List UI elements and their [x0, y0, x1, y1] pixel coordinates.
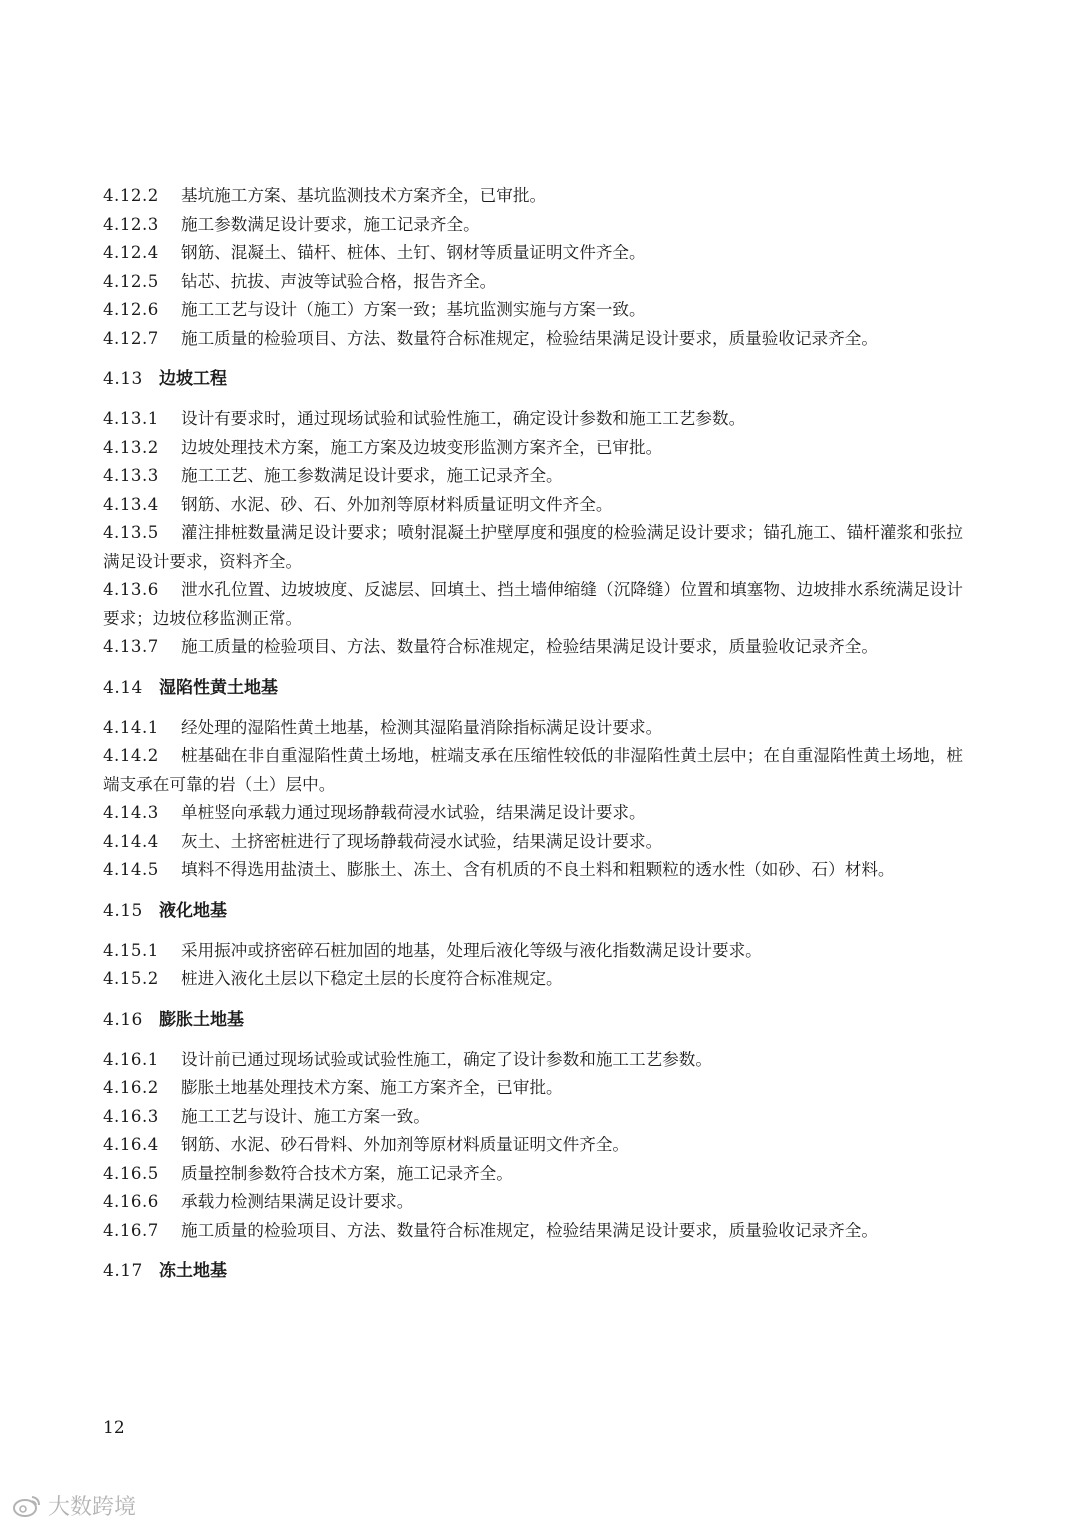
- clause-text: 灌注排桩数量满足设计要求；喷射混凝土护壁厚度和强度的检验满足设计要求；锚孔施工、锚杆灌浆和张拉满足设计要求，资料齐全。: [103, 523, 963, 571]
- clause-number: 4.13.7: [103, 637, 159, 656]
- clause-number: 4.16.3: [103, 1106, 159, 1126]
- section-number: 4.15: [103, 900, 143, 921]
- clause-text: 施工质量的检验项目、方法、数量符合标准规定，检验结果满足设计要求，质量验收记录齐全。: [181, 328, 878, 348]
- clause-text: 施工质量的检验项目、方法、数量符合标准规定，检验结果满足设计要求，质量验收记录齐全。: [181, 1220, 878, 1240]
- clause-number: 4.14.4: [103, 831, 159, 851]
- clause-item: [103, 434, 963, 463]
- clause-item: [103, 268, 963, 297]
- section-title: 边坡工程: [159, 369, 227, 389]
- clause-item: [103, 799, 963, 828]
- clause-text: 钻芯、抗拔、声波等试验合格，报告齐全。: [181, 271, 497, 291]
- clause-item: [103, 462, 963, 491]
- clause-text: 质量控制参数符合技术方案，施工记录齐全。: [181, 1163, 513, 1183]
- clause-number: 4.16.7: [103, 1220, 159, 1240]
- clause-number: 4.13.5: [103, 523, 159, 542]
- clause-text: 膨胀土地基处理技术方案、施工方案齐全，已审批。: [181, 1078, 563, 1097]
- clause-text: 施工工艺、施工参数满足设计要求，施工记录齐全。: [181, 466, 563, 485]
- clause-text: 施工质量的检验项目、方法、数量符合标准规定，检验结果满足设计要求，质量验收记录齐全。: [181, 637, 878, 656]
- document-body: [103, 182, 963, 1297]
- clause-number: 4.14.2: [103, 746, 159, 765]
- section-heading: [103, 365, 963, 393]
- section-heading: [103, 1257, 963, 1285]
- clause-item: [103, 491, 963, 520]
- clause-item: [103, 937, 963, 966]
- clause-item: [103, 576, 963, 633]
- clause-text: 经处理的湿陷性黄土地基，检测其湿陷量消除指标满足设计要求。: [181, 717, 663, 737]
- clause-number: 4.14.3: [103, 803, 159, 822]
- clause-number: 4.13.4: [103, 494, 159, 514]
- clause-item: [103, 1217, 963, 1246]
- section-number: 4.13: [103, 369, 143, 389]
- clause-text: 桩基础在非自重湿陷性黄土场地，桩端支承在压缩性较低的非湿陷性黄土层中；在自重湿陷性黄土场地，桩端支承在可靠的岩（土）层中。: [103, 746, 963, 794]
- clause-number: 4.16.1: [103, 1049, 159, 1069]
- clause-number: 4.16.2: [103, 1078, 159, 1097]
- clause-text: 灰土、土挤密桩进行了现场静载荷浸水试验，结果满足设计要求。: [181, 831, 663, 851]
- clause-item: [103, 1188, 963, 1217]
- page-number: 12: [103, 1418, 125, 1438]
- clause-text: 桩进入液化土层以下稳定土层的长度符合标准规定。: [181, 969, 563, 988]
- clause-text: 设计前已通过现场试验或试验性施工，确定了设计参数和施工工艺参数。: [181, 1049, 712, 1069]
- clause-number: 4.12.6: [103, 300, 159, 319]
- clause-text: 泄水孔位置、边坡坡度、反滤层、回填土、挡土墙伸缩缝（沉降缝）位置和填塞物、边坡排水系统满足设计要求；边坡位移监测正常。: [103, 580, 963, 628]
- clause-item: [103, 1046, 963, 1075]
- clause-item: [103, 742, 963, 799]
- watermark: [12, 1490, 136, 1521]
- clause-text: 基坑施工方案、基坑监测技术方案齐全，已审批。: [181, 186, 547, 205]
- clause-number: 4.16.4: [103, 1135, 159, 1154]
- clause-text: 施工参数满足设计要求，施工记录齐全。: [181, 214, 480, 234]
- clause-item: [103, 519, 963, 576]
- clause-number: 4.12.5: [103, 271, 159, 291]
- clause-item: [103, 856, 963, 885]
- section-number: 4.17: [103, 1261, 143, 1281]
- section-number: 4.14: [103, 677, 143, 698]
- clause-item: [103, 714, 963, 743]
- clause-number: 4.12.7: [103, 328, 159, 348]
- clause-text: 钢筋、水泥、砂石骨料、外加剂等原材料质量证明文件齐全。: [181, 1135, 630, 1154]
- clause-text: 边坡处理技术方案，施工方案及边坡变形监测方案齐全，已审批。: [181, 437, 663, 457]
- clause-number: 4.12.3: [103, 214, 159, 234]
- section-heading: [103, 674, 963, 702]
- section-heading: [103, 897, 963, 925]
- clause-text: 施工工艺与设计、施工方案一致。: [181, 1106, 430, 1126]
- clause-number: 4.16.5: [103, 1163, 159, 1183]
- clause-item: [103, 1160, 963, 1189]
- section-title: 膨胀土地基: [159, 1009, 244, 1030]
- clause-item: [103, 1131, 963, 1160]
- clause-item: [103, 1103, 963, 1132]
- clause-number: 4.15.2: [103, 969, 159, 988]
- clause-text: 钢筋、水泥、砂、石、外加剂等原材料质量证明文件齐全。: [181, 494, 613, 514]
- clause-item: [103, 182, 963, 211]
- clause-item: [103, 405, 963, 434]
- clause-number: 4.13.3: [103, 466, 159, 485]
- section-heading: [103, 1006, 963, 1034]
- clause-text: 采用振冲或挤密碎石桩加固的地基，处理后液化等级与液化指数满足设计要求。: [181, 940, 762, 960]
- clause-number: 4.16.6: [103, 1192, 159, 1211]
- clause-text: 施工工艺与设计（施工）方案一致；基坑监测实施与方案一致。: [181, 300, 646, 319]
- clause-number: 4.14.1: [103, 717, 159, 737]
- clause-number: 4.13.2: [103, 437, 159, 457]
- clause-item: [103, 633, 963, 662]
- watermark-text: 大数跨境: [48, 1495, 137, 1520]
- clause-text: 设计有要求时，通过现场试验和试验性施工，确定设计参数和施工工艺参数。: [181, 409, 746, 428]
- clause-item: [103, 296, 963, 325]
- clause-item: [103, 325, 963, 354]
- clause-item: [103, 828, 963, 857]
- clause-text: 单桩竖向承载力通过现场静载荷浸水试验，结果满足设计要求。: [181, 803, 646, 822]
- clause-number: 4.12.4: [103, 243, 159, 262]
- clause-number: 4.15.1: [103, 940, 159, 960]
- clause-text: 钢筋、混凝土、锚杆、桩体、土钉、钢材等质量证明文件齐全。: [181, 243, 646, 262]
- section-title: 冻土地基: [159, 1261, 227, 1281]
- clause-item: [103, 1074, 963, 1103]
- weibo-icon: [12, 1494, 42, 1518]
- clause-text: 承载力检测结果满足设计要求。: [181, 1192, 414, 1211]
- clause-number: 4.13.1: [103, 409, 159, 428]
- section-number: 4.16: [103, 1009, 143, 1030]
- clause-text: 填料不得选用盐渍土、膨胀土、冻土、含有机质的不良土料和粗颗粒的透水性（如砂、石）材料。: [181, 860, 895, 879]
- clause-item: [103, 211, 963, 240]
- section-title: 液化地基: [159, 900, 227, 921]
- clause-item: [103, 239, 963, 268]
- clause-number: 4.13.6: [103, 580, 159, 599]
- clause-number: 4.14.5: [103, 860, 159, 879]
- clause-number: 4.12.2: [103, 186, 159, 205]
- section-title: 湿陷性黄土地基: [159, 677, 278, 698]
- clause-item: [103, 965, 963, 994]
